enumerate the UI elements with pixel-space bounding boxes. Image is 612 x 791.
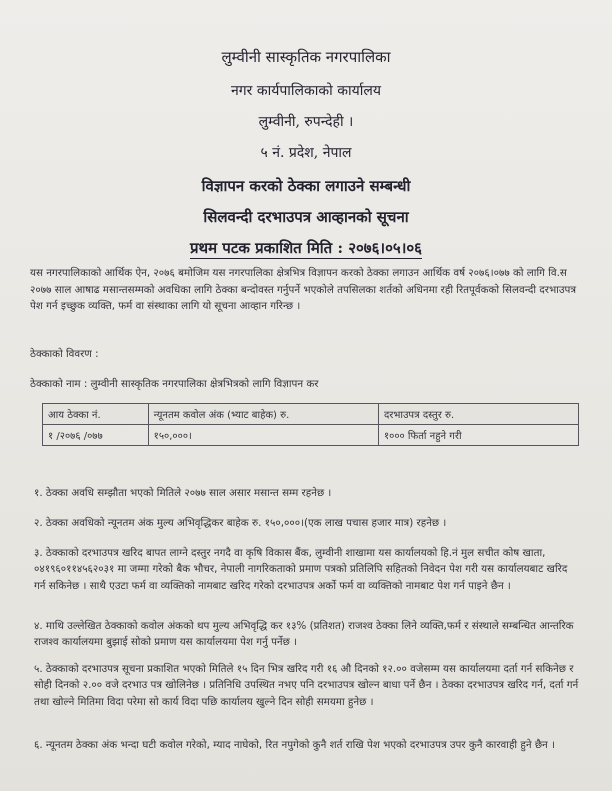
notice-title-line1: विज्ञापन करको ठेक्का लगाउने सम्बन्धी [201,177,411,195]
office-name: नगर कार्यपालिकाको कार्यालय [231,83,381,99]
publish-date-text: प्रथम पटक प्रकाशित मिति : २०७६।०५।०६ [190,239,422,257]
condition-item: ५. ठेक्काको दरभाउपत्र सूचना प्रकाशित भएको मितिले १५ दिन भित्र खरिद गरी १६ औ दिनको १२.०० वजेसम्म यस कार्यालयमा दर्ता गर्न सकिनेछ र सोही दिनको २.०० वजे दरभाउ पत्र खोलिनेछ । प्रतिनिधि उपस्थित नभए पनि दरभाउपत्र खोल्न बाधा पर्ने छैन । ठेक्का दरभाउपत्र खरिद गर्न, दर्ता गर्न तथा खोल्ने मितिमा विदा परेमा सो कार्य विदा पछि कार्यालय खुल्ने दिन सोही समयमा हुनेछ । [34,663,579,708]
municipality-name: लुम्वीनी सास्कृतिक नगरपालिका [221,48,391,66]
condition-item: ६. न्यूनतम ठेक्का अंक भन्दा घटी कवोल गरेको, म्याद नाघेको, रित नपुगेको कुनै शर्त राखि पेश भएको दरभाउपत्र उपर कुनै कारवाही हुने छैन । [34,739,555,751]
contract-name: ठेक्काको नाम : लुम्वीनी सास्कृतिक नगरपालिका क्षेत्रभित्रको लागि विज्ञापन कर [30,378,319,390]
table-row [43,425,579,446]
table-header-cell: आय ठेक्का नं. [43,404,149,425]
table-header-cell: दरभाउपत्र दस्तुर रु. [378,404,578,425]
condition-item: १. ठेक्का अवधि सम्झौता भएको मितिले २०७७ साल असार मसान्त सम्म रहनेछ । [34,487,332,499]
office-location: लुम्वीनी, रुपन्देही । [258,114,354,130]
intro-paragraph: यस नगरपालिकाको आर्थिक ऐन, २०७६ बमोजिम यस नगरपालिका क्षेत्रभित्र विज्ञापन करको ठेक्का लगाउन आर्थिक वर्ष २०७६।०७७ को लागि वि.स २०७७ साल आषाढ मसान्तसम्मको अवधिका लागि ठेक्का बन्दोवस्त गर्नुपर्ने भएकोले तपसिलका शर्तको अधिनमा रही रितपूर्वकको सिलवन्दी दरभाउपत्र पेश गर्न इच्छुक व्यक्ति, फर्म वा संस्थाका लागि यो सूचना आव्हान गरिन्छ । [30,267,577,313]
table-header-cell: न्यूनतम कवोल अंक (भ्याट बाहेक) रु. [148,404,378,425]
contract-table [42,403,579,446]
province-name: ५ नं. प्रदेश, नेपाल [260,145,352,161]
condition-item: ४. माथि उल्लेखित ठेक्काको कवोल अंकको थप मुल्य अभिवृद्धि कर १३% (प्रतिशत) राजश्व ठेक्का लिने व्यक्ति,फर्म र संस्थाले सम्बन्धित आन्तरिक राजश्व कार्यालयमा बुझाई सोको प्रमाण यस कार्यालयमा पेश गर्नु पर्नेछ । [34,620,574,649]
notice-title-line2: सिलवन्दी दरभाउपत्र आव्हानको सूचना [203,208,409,226]
details-heading: ठेक्काको विवरण : [30,348,99,360]
table-cell: १५०,०००। [148,425,378,446]
table-header-row [43,404,579,425]
publish-date [0,238,612,258]
table-cell: १००० फिर्ता नहुने गरी [378,425,578,446]
table-cell: १ /२०७६ /०७७ [43,425,149,446]
condition-item: २. ठेक्का अवधिको न्यूनतम अंक मुल्य अभिवृद्धिकर बाहेक रु. १५०,०००।(एक लाख पचास हजार मात्र) रहनेछ । [34,517,447,529]
condition-item: ३. ठेक्काको दरभाउपत्र खरिद बापत लाग्ने दस्तुर नगदै वा कृषि विकास बैंक, लुम्वीनी शाखामा यस कार्यालयको हि.नं मुल सचीत कोष खाता, ०४१९६०११४५६२०३१ मा जम्मा गरेको बैक भौचर, नेपाली नागरिकताको प्रमाण पत्रको प्रतिलिपि सहितको निवेदन पेश गरी यस कार्यालयबाट खरिद गर्न सकिनेछ । साथै एउटा फर्म वा व्यक्तिको नामबाट खरिद गरेको दरभाउपत्र अर्को फर्म वा व्यक्तिको नामबाट पेश गर्न पाइने छैन । [34,547,568,592]
